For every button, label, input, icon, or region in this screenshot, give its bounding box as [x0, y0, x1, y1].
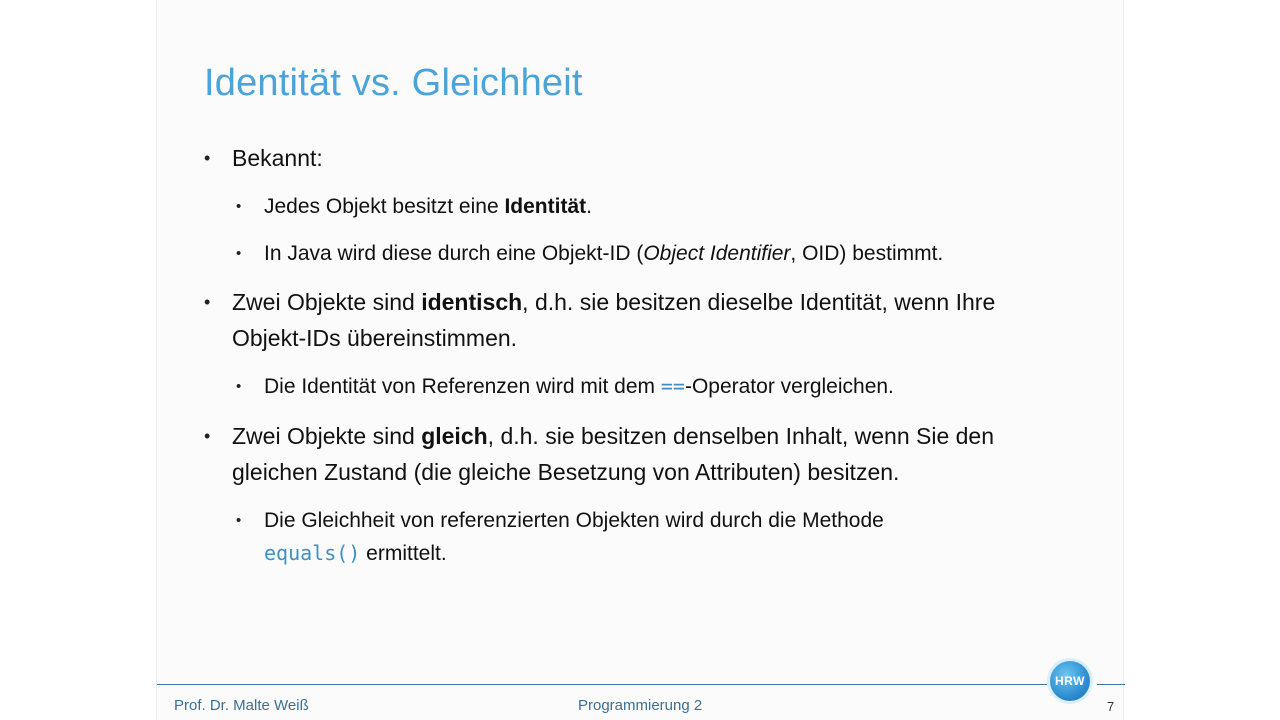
bullet-emphasis: gleich [421, 423, 488, 449]
bullet-dot: • [236, 512, 242, 529]
bullet-text: , d.h. sie besitzen denselben Inhalt, wenn Sie den [487, 423, 995, 449]
bullet-text: Die Gleichheit von referenzierten Objekten wird durch die Methode [264, 509, 884, 532]
left-margin [0, 0, 156, 720]
footer-author: Prof. Dr. Malte Weiß [174, 697, 309, 714]
bullet-emphasis: identisch [421, 289, 523, 315]
bullet-text: gleichen Zustand (die gleiche Besetzung von Attributen) besitzen. [232, 459, 900, 485]
footer-divider-right [1097, 684, 1125, 685]
bullet-text: -Operator vergleichen. [684, 375, 894, 398]
bullet-text: Bekannt: [232, 145, 323, 171]
bullet-text: , OID) bestimmt. [790, 242, 944, 265]
bullet-dot: • [204, 148, 211, 168]
slide-title: Identität vs. Gleichheit [204, 62, 583, 104]
bullet-dot: • [236, 378, 242, 395]
bullet-dot: • [204, 426, 211, 446]
footer-course: Programmierung 2 [578, 697, 703, 714]
bullet-known [204, 140, 323, 176]
footer-divider [157, 684, 1047, 685]
bullet-emphasis: Identität [504, 195, 587, 218]
sub-bullet-operator [236, 370, 894, 403]
bullet-text: Die Identität von Referenzen wird mit dem [264, 375, 661, 398]
bullet-text: ermittelt. [360, 542, 447, 565]
code-snippet: == [660, 374, 685, 398]
bullet-text: In Java wird diese durch eine Objekt-ID ( [264, 242, 644, 265]
bullet-dot: • [204, 292, 211, 312]
sub-bullet-oid [236, 237, 944, 270]
hrw-logo-icon: HRW [1050, 661, 1090, 701]
bullet-text: . [586, 195, 592, 218]
bullet-dot: • [236, 245, 242, 262]
bullet-text: , d.h. sie besitzen dieselbe Identität, wenn Ihre [522, 289, 996, 315]
bullet-equal [204, 418, 995, 490]
slide [156, 0, 1124, 720]
bullet-italic: Object Identifier [643, 242, 791, 265]
bullet-dot: • [236, 198, 242, 215]
bullet-identical [204, 284, 996, 356]
bullet-text: Zwei Objekte sind [232, 423, 422, 449]
page-number: 7 [1107, 699, 1115, 714]
bullet-text: Objekt-IDs übereinstimmen. [232, 325, 518, 351]
sub-bullet-equals [236, 504, 884, 570]
bullet-text: Jedes Objekt besitzt eine [264, 195, 505, 218]
sub-bullet-identity [236, 190, 592, 223]
code-snippet: equals() [264, 541, 361, 565]
bullet-text: Zwei Objekte sind [232, 289, 422, 315]
right-margin [1124, 0, 1280, 720]
